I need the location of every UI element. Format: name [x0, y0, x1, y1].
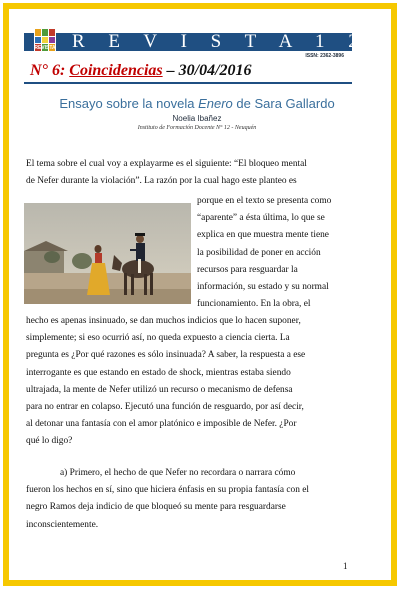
issue-theme: Coincidencias [69, 62, 163, 79]
page-number: 1 [343, 561, 348, 571]
paragraph-continuation [26, 313, 354, 451]
header-rule [24, 82, 352, 84]
article-title: Ensayo sobre la novela Enero de Sara Gallardo [59, 96, 335, 111]
issue-number: N° 6: [30, 62, 66, 79]
body-line: “aparente” a ésta última, lo que se [197, 213, 325, 224]
gaucho-scene-image [24, 203, 191, 304]
body-line: información, su estado y su normal [197, 282, 329, 293]
body-line: para no entrar en colapso. Ejecutó una función de resguardo, por así decir, [26, 402, 304, 413]
body-line: fueron los hechos en sí, sino que hiciera énfasis en su propia fantasía con el [26, 485, 309, 496]
body-line: interrogante es que estando en estado de shock, mientras estaba siendo [26, 367, 291, 378]
author-affiliation: Instituto de Formación Docente N° 12 - Neuquén [137, 125, 257, 131]
body-line: explica en que muestra mente tiene [197, 230, 329, 241]
magazine-title: R E V I S T A 1 2 [72, 31, 368, 52]
body-line: funcionamiento. En la obra, el [197, 299, 311, 310]
issue-date: – 30/04/2016 [166, 62, 252, 79]
body-line: ultrajada, la mente de Nefer utilizó un recurso o mecanismo de defensa [26, 384, 293, 395]
body-line: la posibilidad de poner en acción [197, 247, 321, 258]
painting-illustration [24, 203, 191, 304]
body-line: negro Ramos deja indicio de que bloqueó su mente para resguardarse [26, 502, 286, 513]
article-author: Noelia Ibañez [172, 114, 222, 123]
body-line: pregunta es ¿Por qué razones es sólo insinuada? A saber, la respuesta a ese [26, 350, 306, 361]
body-line: qué lo digo? [26, 436, 73, 447]
logo-wordmark: REVISTA [34, 45, 56, 51]
wrapped-text [197, 193, 353, 313]
body-line: al detonar una fantasía con el amor platónico e imposible de Nefer. ¿Por [26, 419, 297, 430]
body-line: hecho es apenas insinuado, se dan muchos indicios que lo hacen suponer, [26, 316, 301, 326]
issn-label: ISSN: 2362-3896 [305, 53, 344, 59]
body-line: porque en el texto se presenta como [197, 196, 332, 206]
body-line: de Nefer durante la violación”. La razón por la cual hago este planteo es [26, 176, 297, 186]
issue-line [30, 62, 252, 80]
body-line: recursos para resguardar la [197, 264, 298, 275]
body-line: simplemente; si eso ocurrió así, no queda expuesto a ciencia cierta. La [26, 333, 290, 344]
novel-title: Enero [198, 96, 233, 111]
body-line: inconscientemente. [26, 519, 99, 530]
body-line: El tema sobre el cual voy a explayarme es el siguiente: “El bloqueo mental [26, 159, 307, 169]
body-line: a) Primero, el hecho de que Nefer no recordara o narrara cómo [60, 468, 296, 478]
paragraph-a [26, 465, 354, 534]
